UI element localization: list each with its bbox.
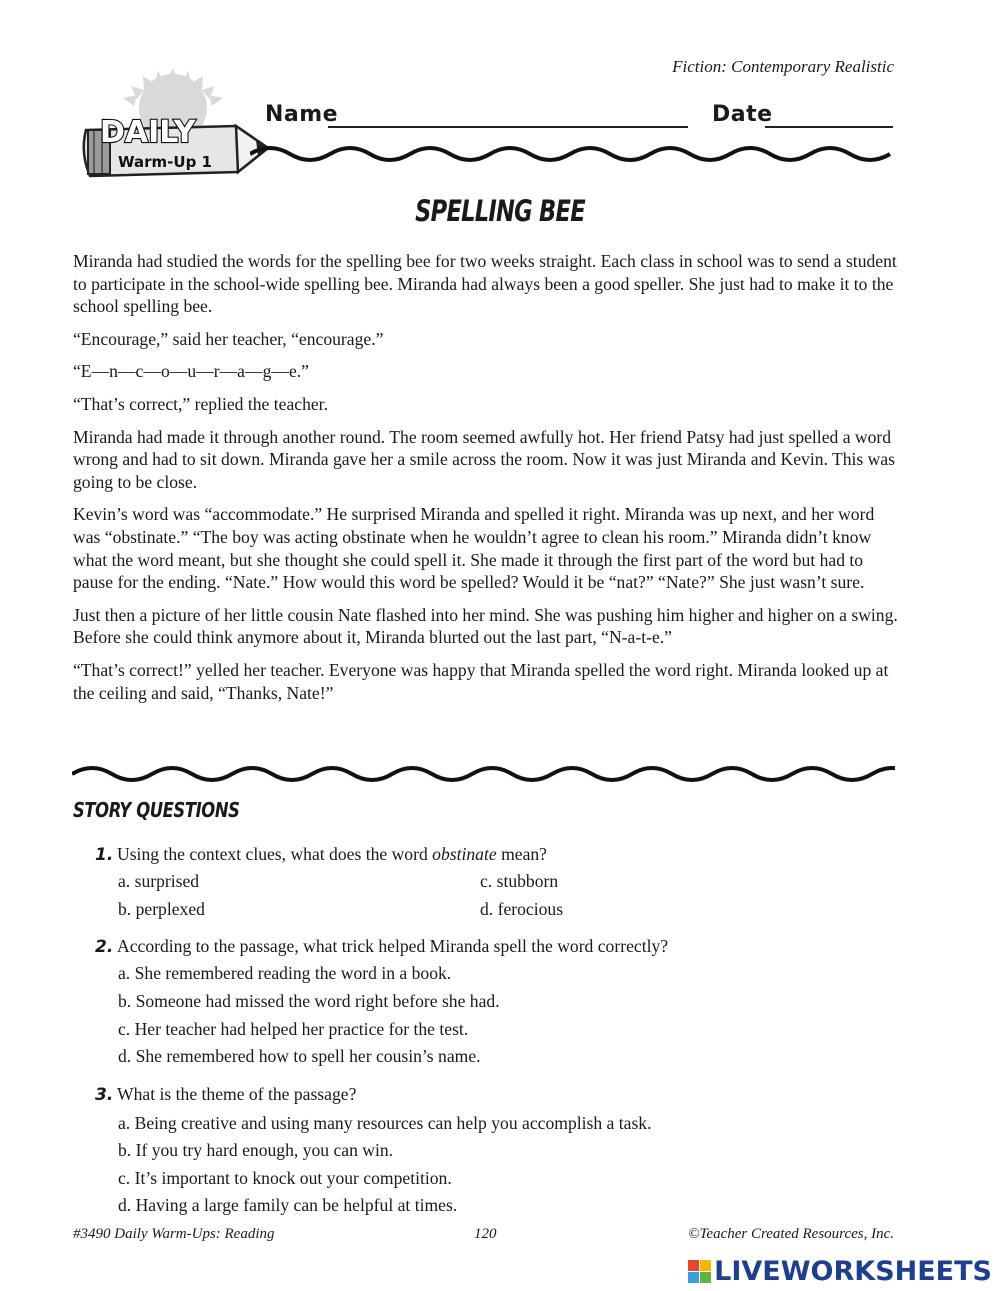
story-paragraph: “That’s correct,” replied the teacher. (73, 393, 328, 414)
genre-label: Fiction: Contemporary Realistic (672, 57, 894, 76)
answer-option-2c[interactable]: c. Her teacher had helped her practice for the test. (118, 1019, 469, 1039)
daily-warmup-logo (78, 68, 268, 188)
date-label: Date (712, 102, 773, 127)
story-paragraph: Miranda had made it through another round. The room seemed awfully hot. Her friend Patsy had just spelled a word wrong and had to sit down. Miranda gave her a smile across the room. Now it was just Miranda and Kevin. This was going to be close. (73, 426, 896, 492)
answer-option-2b[interactable]: b. Someone had missed the word right before she had. (118, 991, 500, 1011)
question-text: Using the context clues, what does the word (117, 844, 433, 864)
story-passage (73, 250, 903, 714)
answer-option-3d[interactable]: d. Having a large family can be helpful at times. (118, 1195, 458, 1215)
page-title: SPELLING BEE (415, 194, 585, 228)
liveworksheets-logo-icon (688, 1260, 711, 1283)
questions-heading: STORY QUESTIONS (73, 798, 240, 822)
question-text: According to the passage, what trick helped Miranda spell the word correctly? (117, 936, 669, 956)
question-3 (95, 1083, 356, 1106)
logo-daily-text: DAILY (100, 115, 196, 150)
story-paragraph: Miranda had studied the words for the spelling bee for two weeks straight. Each class in school was to send a student to participate in the school-wide spelling bee. Miranda had always been a good speller. She just had to make it to the school spelling bee. (73, 251, 897, 317)
answer-option-2a[interactable]: a. She remembered reading the word in a book. (118, 963, 452, 983)
answer-option-3b[interactable]: b. If you try hard enough, you can win. (118, 1140, 394, 1160)
question-1 (95, 843, 547, 866)
story-paragraph: “Encourage,” said her teacher, “encourage.” (73, 328, 384, 349)
name-label: Name (265, 102, 339, 127)
answer-option-3c[interactable]: c. It’s important to knock out your competition. (118, 1168, 452, 1188)
question-keyword: obstinate (432, 844, 497, 864)
logo-warmup-text: Warm-Up 1 (118, 153, 212, 171)
liveworksheets-watermark[interactable] (688, 1254, 992, 1288)
date-field[interactable] (765, 126, 893, 128)
question-number: 1. (95, 845, 114, 865)
question-text: What is the theme of the passage? (117, 1084, 357, 1104)
liveworksheets-text: LIVEWORKSHEETS (714, 1255, 992, 1287)
answer-option-2d[interactable]: d. She remembered how to spell her cousin’s name. (118, 1046, 481, 1066)
answer-option-1d[interactable]: d. ferocious (480, 899, 564, 919)
story-paragraph: Kevin’s word was “accommodate.” He surprised Miranda and spelled it right. Miranda was up next, and her word was “obstinate.” “The boy was acting obstinate when he wouldn’t agree to clean his room.” Miranda didn’t know what the word meant, but she thought she could spell it. She made it through the first part of the word but had to pause for the ending. “Nate.” How would this word be spelled? Would it be “nat?” “Nate?” She just wasn’t sure. (73, 504, 875, 593)
story-paragraph: “E—n—c—o—u—r—a—g—e.” (73, 361, 309, 382)
footer-copyright: ©Teacher Created Resources, Inc. (688, 1226, 894, 1242)
footer-book-title: #3490 Daily Warm-Ups: Reading (73, 1226, 275, 1242)
question-number: 2. (95, 937, 114, 957)
story-paragraph: “That’s correct!” yelled her teacher. Everyone was happy that Miranda spelled the word right. Miranda looked up at the ceiling and said, “Thanks, Nate!” (73, 659, 889, 703)
answer-option-1b[interactable]: b. perplexed (118, 899, 205, 919)
answer-option-1a[interactable]: a. surprised (118, 871, 200, 891)
header-wave-divider (250, 142, 895, 166)
answer-option-3a[interactable]: a. Being creative and using many resources can help you accomplish a task. (118, 1113, 652, 1133)
question-number: 3. (95, 1085, 114, 1105)
story-paragraph: Just then a picture of her little cousin Nate flashed into her mind. She was pushing him higher and higher on a swing. Before she could think anymore about it, Miranda blurted out the last part, “N-a-t-e.” (73, 604, 898, 648)
footer-page-number: 120 (474, 1226, 497, 1242)
answer-option-1c[interactable]: c. stubborn (480, 871, 559, 891)
question-text-end: mean? (496, 844, 547, 864)
name-field[interactable] (328, 126, 688, 128)
section-wave-divider (72, 762, 895, 786)
question-2 (95, 935, 668, 958)
